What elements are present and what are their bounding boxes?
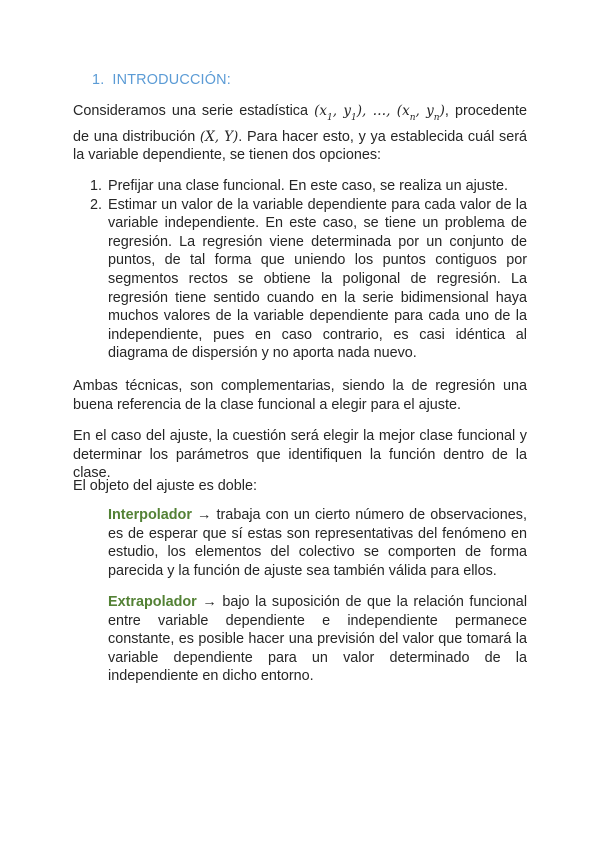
- interpolador-term: Interpolador: [108, 507, 192, 523]
- heading-number: 1.: [92, 72, 105, 88]
- arrow-icon: →: [197, 507, 212, 523]
- extrapolador-text: bajo la suposición de que la relación funcional entre variable dependiente e independiente permanece constante, es posible hacer una previsión del valor que tomará la variable dependiente para un valor determinado de la independiente en dicho entorno.: [108, 594, 528, 685]
- interpolador-definition: [108, 506, 527, 580]
- paragraph-ajuste: En el caso del ajuste, la cuestión será elegir la mejor clase funcional y determinar los parámetros que identifiquen la función dentro de la clase.: [73, 428, 527, 482]
- distribution-formula: (X, Y): [199, 128, 239, 145]
- list-number: 1.: [90, 178, 103, 194]
- interpolador-text: trabaja con un cierto número de observaciones, es de esperar que sí estas son representativas del fenómeno en estudio, los elementos del colectivo se comporten de forma parecida y la función de ajuste sea también válida para ellos.: [108, 507, 528, 579]
- intro-paragraph: [73, 102, 527, 165]
- intro-text-start: Consideramos una serie estadística: [73, 103, 315, 119]
- extrapolador-definition: [108, 593, 527, 686]
- paragraph-objeto: El objeto del ajuste es doble:: [73, 478, 258, 494]
- list-item: [73, 196, 527, 363]
- options-list: [73, 177, 527, 363]
- list-item-text: Estimar un valor de la variable dependiente para cada valor de la variable independiente. En este caso, se tiene un problema de regresión. La regresión viene determinada por un conjunto de puntos, de tal forma que uniendo los puntos contiguos por segmentos rectos se obtiene la poligonal de regresión. La regresión tiene sentido cuando en la serie bidimensional haya muchos valores de la variable dependiente para cada uno de la independiente, pues en caso contrario, es casi idéntica al diagrama de dispersión y no aporta nada nuevo.: [108, 196, 527, 362]
- intro-text-middle: , procedente de una distribución: [73, 103, 527, 145]
- paragraph-ambas: Ambas técnicas, son complementarias, siendo la de regresión una buena referencia de la clase funcional a elegir para el ajuste.: [73, 378, 527, 413]
- extrapolador-term: Extrapolador: [108, 594, 197, 610]
- section-heading: [92, 71, 231, 90]
- list-item-text: Prefijar una clase funcional. En este caso, se realiza un ajuste.: [108, 178, 508, 194]
- intro-text-end: . Para hacer esto, y ya establecida cuál será la variable dependiente, se tienen dos opciones:: [73, 128, 528, 164]
- list-item: [73, 177, 527, 196]
- pairs-formula: ($x_1$, $y_1$), …, ($x_n$, $y_n$): [314, 103, 445, 123]
- list-number: 2.: [90, 196, 103, 213]
- arrow-icon: →: [202, 594, 217, 610]
- heading-title: INTRODUCCIÓN:: [112, 72, 231, 88]
